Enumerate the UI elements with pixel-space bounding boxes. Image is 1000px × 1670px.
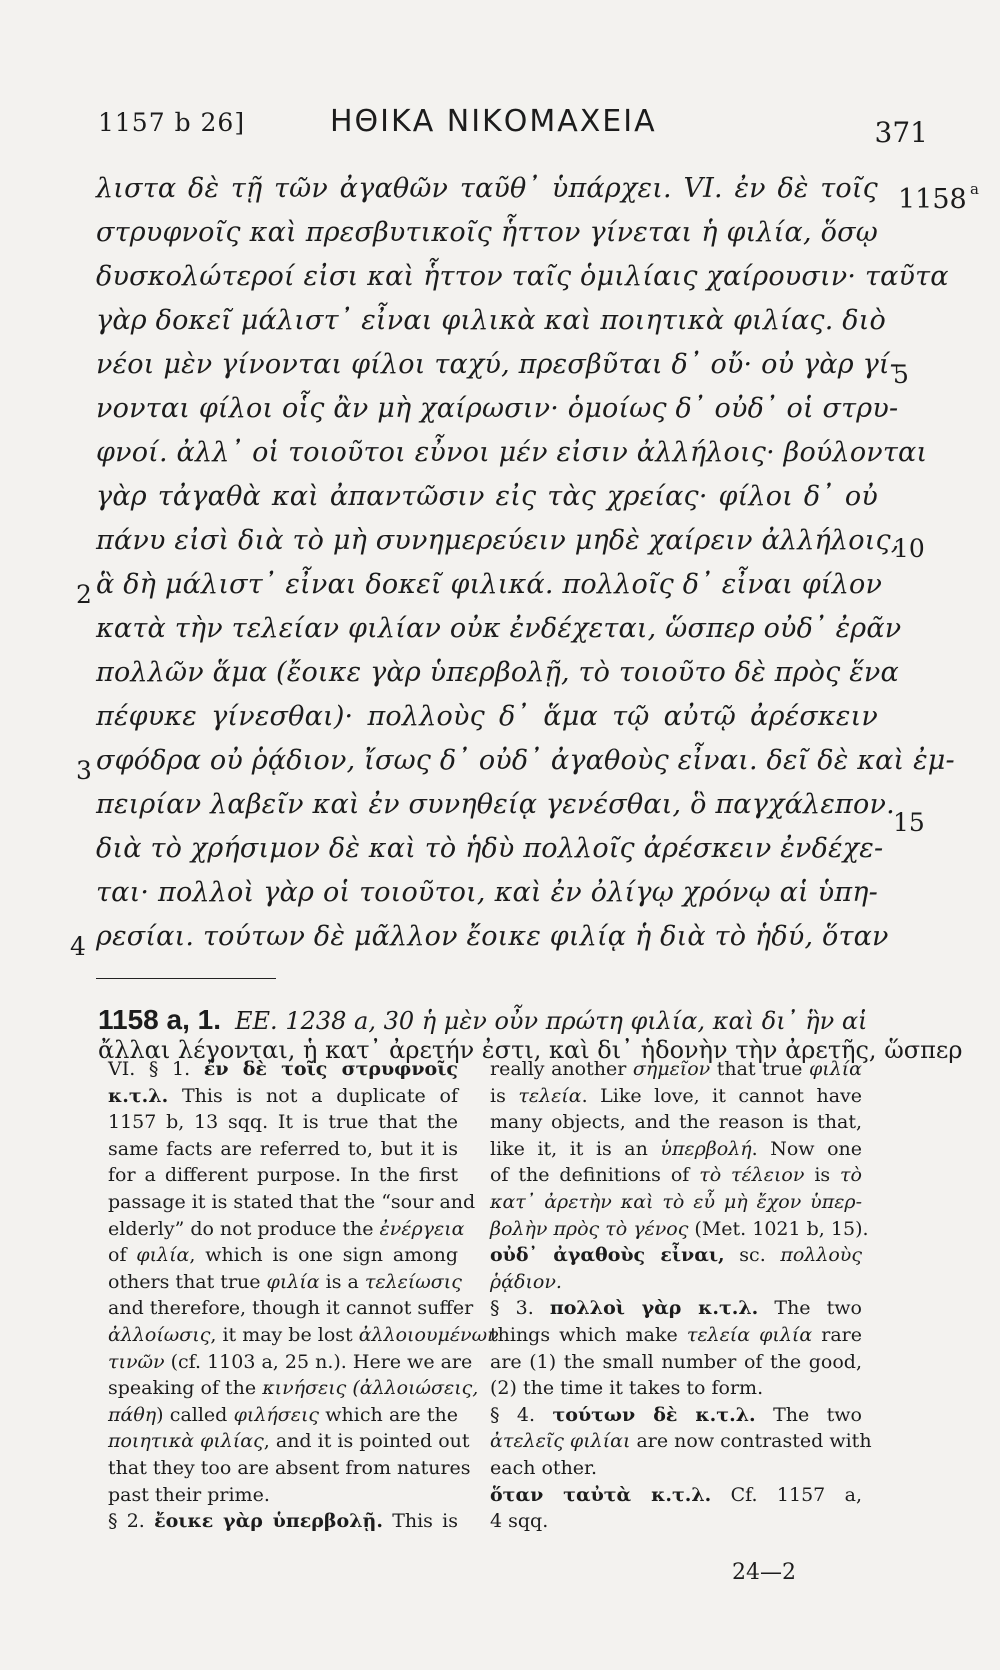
spacer	[98, 926, 880, 927]
greek-term: φιλία	[808, 1058, 863, 1080]
greek-term: φιλία	[136, 1244, 190, 1267]
greek-line: διὰ τὸ χρήσιμον δὲ καὶ τὸ ἡδὺ πολλοῖς ἀρέσκειν ἐνδέχε-	[96, 833, 884, 864]
greek-term: βολὴν πρὸς τὸ γένος	[490, 1217, 689, 1240]
note-text: and therefore, though it cannot suffer	[108, 1297, 474, 1320]
greek-line: δυσκολώτεροί εἰσι καὶ ἧττον ταῖς ὁμιλίαις χαίρουσιν· ταῦτα	[96, 261, 949, 292]
greek-term: πολλοὺς	[780, 1244, 862, 1267]
greek-line: ρεσίαι. τούτων δὲ μᾶλλον ἔοικε φιλίᾳ ἡ διὰ τὸ ἡδύ, ὅταν	[96, 921, 889, 952]
lemma: ἔοικε γὰρ ὑπερβολῇ.	[154, 1510, 383, 1533]
greek-term: κινήσεις (ἀλλοιώσεις,	[262, 1377, 479, 1400]
bekker-reference: 1158	[898, 184, 967, 215]
note-text: , it may be lost	[210, 1323, 359, 1346]
greek-term: ἀλλοιουμένων	[358, 1323, 499, 1346]
line-number: 10	[893, 534, 925, 563]
note-text: This is not a duplicate of	[168, 1084, 458, 1107]
note-text: 4 sqq.	[490, 1510, 549, 1533]
note-text: speaking of the	[108, 1377, 263, 1400]
greek-term: ὑπερβολή	[660, 1137, 752, 1160]
note-text: The two	[755, 1403, 862, 1426]
note-text: of	[108, 1244, 137, 1267]
note-text: each other.	[490, 1456, 598, 1479]
note-text: sc.	[724, 1244, 781, 1267]
note-text: Cf. 1157 a,	[711, 1483, 862, 1506]
greek-term: τελείωσις	[364, 1270, 462, 1293]
page-number: 371	[874, 116, 928, 149]
greek-term: ῥᾴδιον.	[490, 1270, 562, 1293]
greek-line: πέφυκε γίνεσθαι)· πολλοὺς δ᾽ ἅμα τῷ αὐτῷ ἀρέσκειν	[96, 701, 878, 732]
note-text: are (1) the small number of the good,	[490, 1350, 862, 1373]
note-text: is a	[319, 1270, 365, 1293]
greek-line: ἃ δὴ μάλιστ᾽ εἶναι δοκεῖ φιλικά. πολλοῖς δ᾽ εἶναι φίλον	[96, 569, 883, 600]
note-text: for a different purpose. In the first	[108, 1164, 458, 1187]
parallel-passage-ref: 1158 a, 1.	[98, 1004, 222, 1035]
greek-term: ἀλλοίωσις	[108, 1323, 211, 1346]
greek-term: κατ᾽ ἀρετὴν καὶ τὸ εὖ μὴ ἔχον ὑπερ-	[490, 1190, 862, 1213]
note-text: The two	[758, 1297, 862, 1320]
greek-term: πάθη	[108, 1403, 157, 1426]
note-text: . Like love, it cannot have	[581, 1084, 862, 1107]
greek-line: γὰρ τἀγαθὰ καὶ ἀπαντῶσιν εἰς τὰς χρείας· φίλοι δ᾽ οὐ	[96, 481, 878, 512]
greek-line: φνοί. ἀλλ᾽ οἱ τοιοῦτοι εὖνοι μέν εἰσιν ἀλλήλοις· βούλονται	[96, 437, 928, 468]
note-text: is	[804, 1164, 841, 1187]
greek-term: τελεία	[518, 1084, 582, 1107]
note-text: , which is one sign among	[189, 1244, 458, 1267]
section-label: § 4.	[490, 1403, 553, 1426]
greek-line: γὰρ δοκεῖ μάλιστ᾽ εἶναι φιλικὰ καὶ ποιητικὰ φιλίας. διὸ	[96, 305, 886, 336]
note-text: that true	[710, 1058, 809, 1080]
note-text: . Now one	[751, 1137, 862, 1160]
greek-term: ἐνέργεια	[379, 1217, 465, 1240]
note-text: (Met. 1021 b, 15).	[688, 1217, 869, 1240]
note-text: elderly” do not produce the	[108, 1217, 380, 1240]
greek-line: πολλῶν ἅμα (ἔοικε γὰρ ὑπερβολῇ, τὸ τοιοῦτο δὲ πρὸς ἕνα	[96, 657, 899, 688]
greek-term: φιλήσεις	[233, 1403, 320, 1426]
parallel-passage-line: ἄλλαι λέγονται, ἡ κατ᾽ ἀρετήν ἐστι, καὶ δι᾽ ἡδονὴν τὴν ἀρετῆς, ὥσπερ	[98, 1036, 963, 1064]
bekker-column: a	[970, 180, 979, 198]
parallel-passage-text: EE. 1238 a, 30 ἡ μὲν οὖν πρώτη φιλία, καὶ δι᾽ ἣν αἱ	[235, 1007, 868, 1035]
note-text: This is	[382, 1510, 458, 1533]
greek-line: στρυφνοῖς καὶ πρεσβυτικοῖς ἧττον γίνεται ἡ φιλία, ὅσῳ	[96, 217, 878, 248]
parallel-passage-line	[98, 1004, 880, 1036]
note-text: things which make	[490, 1323, 687, 1346]
note-text: 1157 b, 13 sqq. It is true that the	[108, 1111, 458, 1134]
header-reference: 1157 b 26]	[98, 108, 246, 137]
greek-line: πειρίαν λαβεῖν καὶ ἐν συνηθείᾳ γενέσθαι, ὃ παγχάλεπον.	[96, 789, 895, 820]
running-header	[98, 100, 928, 149]
greek-term: τὸ	[840, 1164, 862, 1187]
lemma: ὅταν ταὐτὰ κ.τ.λ.	[490, 1483, 712, 1506]
commentary-right-column	[490, 1056, 872, 1535]
note-text: that they too are absent from natures	[108, 1456, 471, 1479]
lemma: τούτων δὲ κ.τ.λ.	[552, 1403, 756, 1426]
greek-line: νέοι μὲν γίνονται φίλοι ταχύ, πρεσβῦται δ᾽ οὔ· οὐ γὰρ γί-	[96, 349, 900, 380]
greek-line: νονται φίλοι οἷς ἂν μὴ χαίρωσιν· ὁμοίως δ᾽ οὐδ᾽ οἱ στρυ-	[96, 393, 899, 424]
commentary-left-column	[108, 1056, 499, 1535]
lemma: οὐδ᾽ ἀγαθοὺς εἶναι,	[490, 1244, 725, 1267]
greek-term: ἀτελεῖς φιλίαι	[490, 1430, 631, 1453]
section-number: 4	[70, 932, 86, 961]
note-text: , and it is pointed out	[263, 1430, 470, 1453]
greek-term: ποιητικὰ φιλίας	[108, 1430, 264, 1453]
note-text: like it, it is an	[490, 1137, 661, 1160]
section-label: § 2.	[108, 1510, 155, 1533]
greek-term: φιλία	[266, 1270, 320, 1293]
signature-mark: 24—2	[732, 1560, 796, 1585]
note-text: is	[490, 1084, 519, 1107]
note-text: past their prime.	[108, 1483, 270, 1506]
greek-term: τὸ τέλειον	[699, 1164, 805, 1187]
note-text: (2) the time it takes to form.	[490, 1377, 764, 1400]
section-label: VI. § 1.	[108, 1058, 204, 1080]
lemma: πολλοὶ γὰρ κ.τ.λ.	[549, 1297, 759, 1320]
section-number: 3	[76, 756, 92, 785]
greek-line: σφόδρα οὐ ῥᾴδιον, ἴσως δ᾽ οὐδ᾽ ἀγαθοὺς εἶναι. δεῖ δὲ καὶ ἐμ-	[96, 745, 955, 776]
note-text: rare	[812, 1323, 862, 1346]
greek-line: ται· πολλοὶ γὰρ οἱ τοιοῦτοι, καὶ ἐν ὀλίγῳ χρόνῳ αἱ ὑπη-	[96, 877, 878, 908]
note-text: are now contrasted with	[630, 1430, 872, 1453]
lemma: κ.τ.λ.	[108, 1084, 169, 1107]
lemma: ἐν δὲ τοῖς στρυφνοῖς	[203, 1058, 458, 1080]
note-text: (cf. 1103 a, 25 n.). Here we are	[164, 1350, 473, 1373]
greek-line: πάνυ εἰσὶ διὰ τὸ μὴ συνημερεύειν μηδὲ χαίρειν ἀλλήλοις,	[96, 525, 900, 556]
greek-term: σημεῖον	[632, 1058, 711, 1080]
section-label: § 3.	[490, 1297, 550, 1320]
greek-term: τελεία φιλία	[686, 1323, 813, 1346]
section-number: 2	[76, 580, 92, 609]
note-text: really another	[490, 1058, 633, 1080]
note-text: same facts are referred to, but it is	[108, 1137, 458, 1160]
header-title: ΗΘΙΚΑ ΝΙΚΟΜΑΧΕΙΑ	[330, 104, 657, 139]
greek-line: κατὰ τὴν τελείαν φιλίαν οὐκ ἐνδέχεται, ὥσπερ οὐδ᾽ ἐρᾶν	[96, 613, 902, 644]
greek-term: τινῶν	[108, 1350, 165, 1373]
note-text: ) called	[156, 1403, 234, 1426]
line-number: 15	[893, 808, 925, 837]
note-text: which are the	[319, 1403, 459, 1426]
note-text: many objects, and the reason is that,	[490, 1111, 862, 1134]
note-text: others that true	[108, 1270, 267, 1293]
note-text: of the definitions of	[490, 1164, 700, 1187]
note-text: passage it is stated that the “sour and	[108, 1190, 476, 1213]
divider-rule	[96, 978, 276, 979]
line-number: 5	[893, 360, 909, 389]
greek-line: λιστα δὲ τῇ τῶν ἀγαθῶν ταῦθ᾽ ὑπάρχει. VI. ἐν δὲ τοῖς	[96, 173, 878, 204]
